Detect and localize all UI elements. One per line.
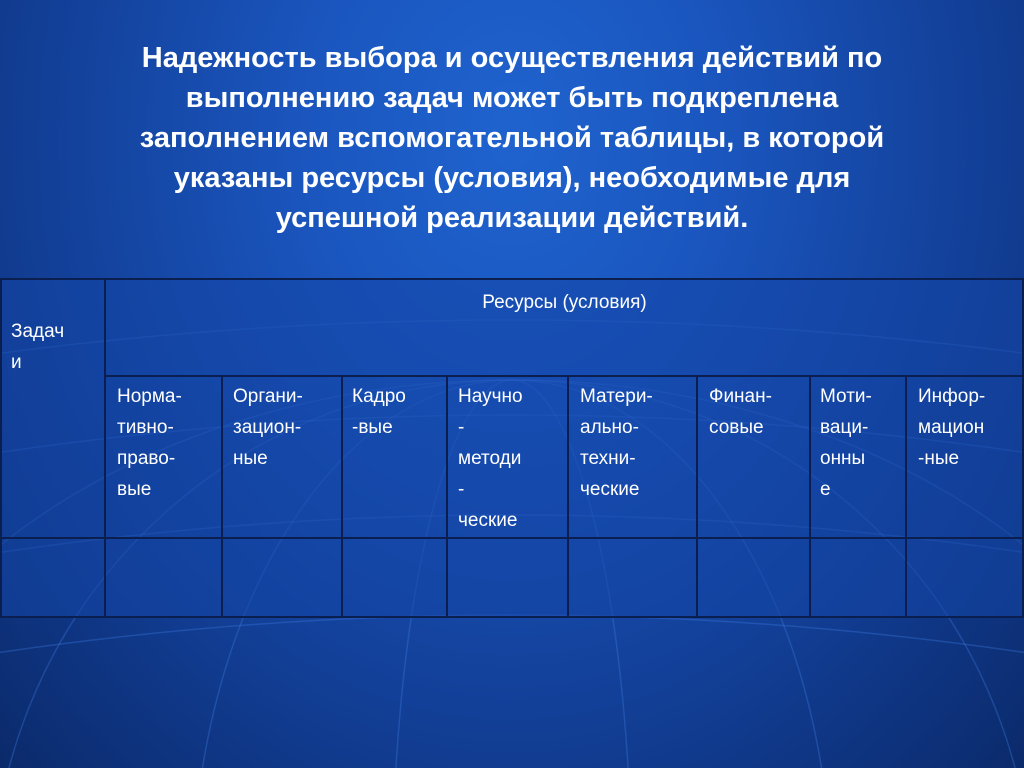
column-material-technical: Матери- ально- техни- ческие [580,386,653,500]
header-resources: Ресурсы (условия) [482,292,647,313]
column-informational: Инфор- мацион -ные [918,386,986,469]
column-motivational: Моти- ваци- онны е [820,386,872,500]
column-organizational: Органи- зацион- ные [233,386,303,469]
column-scientific-methodical: Научно - методи - ческие [458,386,523,531]
header-tasks: Задач и [11,321,65,373]
column-normative-legal: Норма- тивно- право- вые [117,386,182,500]
column-financial: Финан- совые [709,386,772,438]
slide-title: Надежность выбора и осуществления действий по выполнению задач может быть подкреплена заполнением вспомогательной таблицы, в которой указаны ресурсы (условия), необходимые для успешной реализации действий. [139,42,885,234]
column-personnel: Кадро -вые [352,386,406,438]
